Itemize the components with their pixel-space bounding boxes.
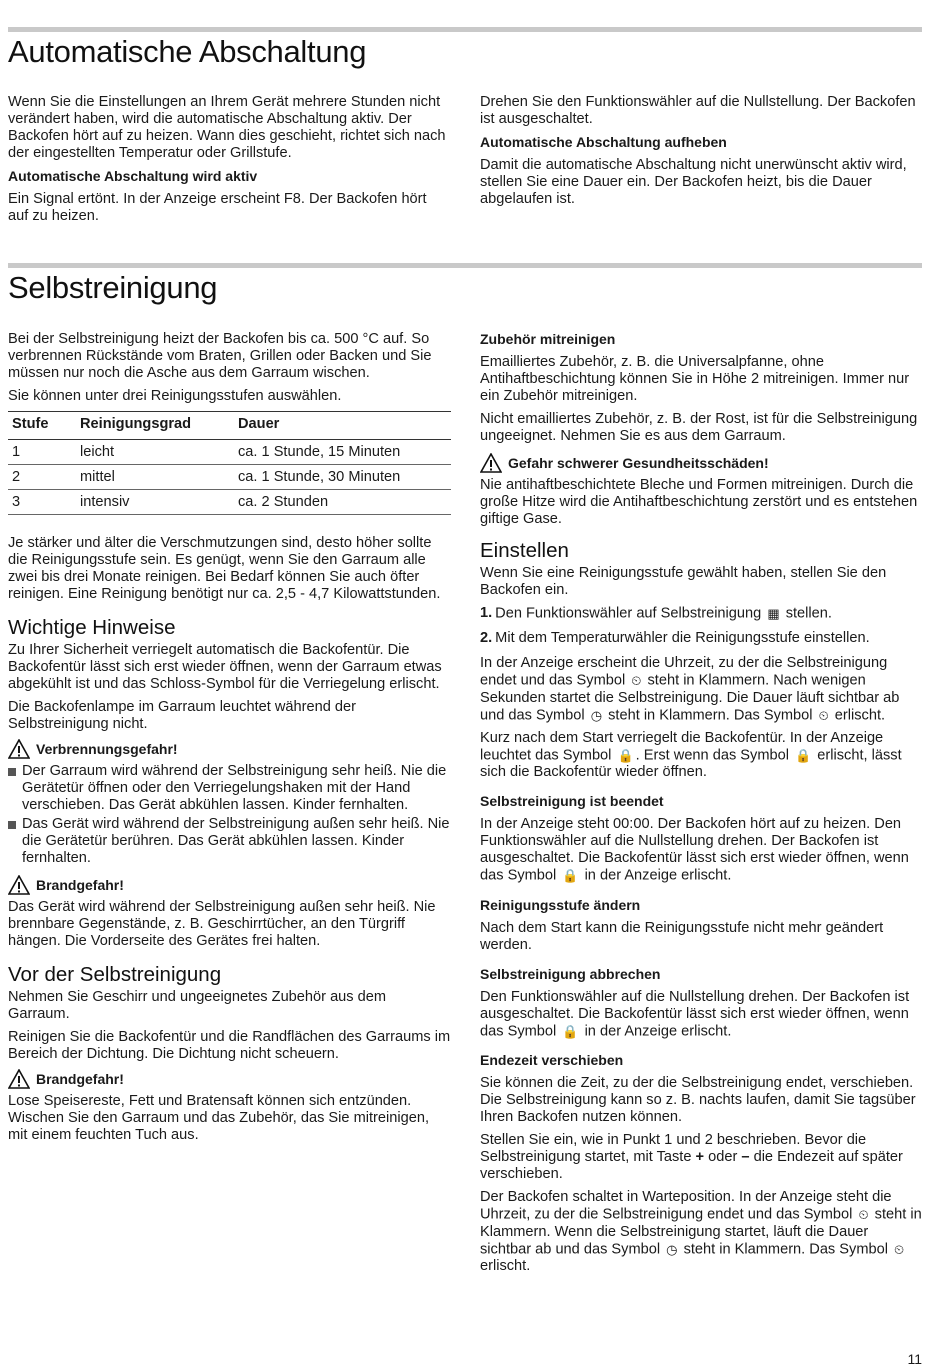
section-title-selbstreinigung: Selbstreinigung bbox=[8, 270, 218, 305]
clock-icon: ⏲ bbox=[858, 1207, 869, 1223]
text-part: steht in Klammern. Das Symbol bbox=[608, 707, 813, 724]
paragraph: Sie können unter drei Reinigungsstufen auswählen. bbox=[8, 388, 342, 404]
paragraph: Wenn Sie die Einstellungen an Ihrem Gerät mehrere Stunden nicht verändert haben, wird die automatische Abschaltung aktiv. Der Backofen hört auf zu heizen. Wann dies geschieht, richtet sich nach der eingestellten Temperatur oder Grillstufe. bbox=[8, 94, 446, 161]
step-number: 1. bbox=[480, 605, 493, 621]
table-cell: 1 bbox=[8, 440, 76, 465]
list-item bbox=[8, 816, 451, 867]
clock-icon: ⏲ bbox=[631, 673, 642, 689]
cleaning-levels-table bbox=[8, 411, 451, 515]
warning-fire bbox=[8, 875, 451, 895]
selfclean-icon: ▦ bbox=[767, 606, 780, 621]
text-part: in der Anzeige erlischt. bbox=[584, 1023, 732, 1040]
paragraph: Drehen Sie den Funktionswähler auf die Nullstellung. Der Backofen ist ausgeschaltet. bbox=[480, 94, 916, 127]
table-header: Stufe bbox=[8, 412, 76, 440]
paragraph: Nie antihaftbeschichtete Bleche und Formen mitreinigen. Durch die große Hitze wird die Antihaftbeschichtung zerstört und es entstehen giftige Gase. bbox=[480, 477, 918, 527]
paragraph: Zu Ihrer Sicherheit verriegelt automatisch die Backofentür. Die Backofentür lässt sich erst wieder öffnen, wenn der Garraum etwas abgekühlt ist und das Schloss-Symbol für die Verriegelung erlischt. bbox=[8, 642, 442, 692]
table-cell: 3 bbox=[8, 490, 76, 515]
lock-icon: 🔒 bbox=[562, 1023, 579, 1039]
bullet-icon bbox=[8, 821, 16, 829]
warning-icon bbox=[8, 1069, 30, 1089]
step-text-part: stellen. bbox=[785, 605, 832, 622]
text-part: steht in Klammern. Wenn die Selbstreinigung startet, läuft die Dauer sichtbar ab und das Symbol bbox=[480, 1206, 922, 1257]
table-header: Dauer bbox=[234, 412, 451, 440]
paragraph: Nicht emailliertes Zubehör, z. B. der Rost, ist für die Selbstreinigung ungeeignet. Nehmen Sie es aus dem Garraum. bbox=[480, 411, 918, 444]
paragraph: Ein Signal ertönt. In der Anzeige erscheint F8. Der Backofen hört auf zu heizen. bbox=[8, 191, 427, 224]
clock-icon: ⏲ bbox=[818, 707, 829, 723]
warning-title: Verbrennungsgefahr! bbox=[36, 740, 178, 757]
step-text: Mit dem Temperaturwähler die Reinigungsstufe einstellen. bbox=[495, 630, 870, 647]
subheading: Zubehör mitreinigen bbox=[480, 331, 616, 347]
lock-icon: 🔒 bbox=[562, 868, 579, 884]
text-part: steht in Klammern. Nach wenigen Sekunden startet die Selbstreinigung. Die Dauer läuft sichtbar ab und das Symbol bbox=[480, 672, 900, 724]
abschaltung-right-column bbox=[480, 94, 922, 214]
bullet-icon bbox=[8, 768, 16, 776]
step-text-part: Den Funktionswähler auf Selbstreinigung bbox=[495, 605, 762, 622]
list-item bbox=[8, 763, 451, 814]
selbstreinigung-right-column bbox=[480, 331, 922, 1281]
table-cell: intensiv bbox=[76, 490, 234, 515]
paragraph: Die Backofenlampe im Garraum leuchtet während der Selbstreinigung nicht. bbox=[8, 699, 356, 732]
table-cell: ca. 2 Stunden bbox=[234, 490, 451, 515]
text-part: oder bbox=[708, 1149, 738, 1166]
plus-key-icon: + bbox=[695, 1149, 705, 1166]
subheading: Automatische Abschaltung aufheben bbox=[480, 134, 727, 150]
table-cell: 2 bbox=[8, 465, 76, 490]
page-number: 11 bbox=[907, 1351, 922, 1367]
step-2 bbox=[480, 630, 922, 647]
heading-wichtige-hinweise: Wichtige Hinweise bbox=[8, 616, 176, 639]
paragraph: Sie können die Zeit, zu der die Selbstreinigung endet, verschieben. Die Selbstreinigung kann so z. B. nachts laufen, damit Sie tagsüber Ihren Backofen nutzen können. bbox=[480, 1075, 916, 1126]
table-cell: leicht bbox=[76, 440, 234, 465]
paragraph: Reinigen Sie die Backofentür und die Randflächen des Garraums im Bereich der Dichtung. Die Dichtung nicht scheuern. bbox=[8, 1029, 451, 1062]
table-cell: ca. 1 Stunde, 15 Minuten bbox=[234, 440, 451, 465]
paragraph: Wenn Sie eine Reinigungsstufe gewählt haben, stellen Sie den Backofen ein. bbox=[480, 565, 887, 598]
warning-icon bbox=[480, 453, 502, 473]
text-part: steht in Klammern. Das Symbol bbox=[683, 1240, 888, 1257]
warning-title: Gefahr schwerer Gesundheitsschäden! bbox=[508, 454, 769, 471]
warning-health bbox=[480, 453, 922, 473]
warning-icon bbox=[8, 875, 30, 895]
subheading: Automatische Abschaltung wird aktiv bbox=[8, 168, 258, 184]
paragraph bbox=[480, 1189, 922, 1275]
heading-einstellen: Einstellen bbox=[480, 539, 569, 562]
text-part: die Endezeit auf später verschieben. bbox=[480, 1149, 903, 1183]
subheading: Selbstreinigung ist beendet bbox=[480, 793, 664, 810]
paragraph: Das Gerät wird während der Selbstreinigung außen sehr heiß. Nie brennbare Gegenstände, z. B. Geschirrtücher, an den Türgriff hängen. Die Vorderseite des Gerätes frei halten. bbox=[8, 899, 436, 949]
table-row bbox=[8, 465, 451, 490]
duration-icon: ◷ bbox=[666, 1241, 678, 1257]
section-title-abschaltung: Automatische Abschaltung bbox=[8, 34, 367, 69]
table-row bbox=[8, 490, 451, 515]
section-rule bbox=[8, 27, 922, 32]
table-cell: ca. 1 Stunde, 30 Minuten bbox=[234, 465, 451, 490]
table-row bbox=[8, 440, 451, 465]
text-part: . Erst wenn das Symbol bbox=[635, 747, 789, 764]
text-part: in der Anzeige erlischt. bbox=[584, 867, 732, 884]
text-part: In der Anzeige steht 00:00. Der Backofen hört auf zu heizen. Den Funktionswähler auf die Nullstellung drehen. Der Backofen ist ausgeschaltet. Die Backofentür lässt sich erst wieder öffnen, wenn das Symbol bbox=[480, 816, 909, 884]
text-part: Kurz nach dem Start verriegelt die Backofentür. In der Anzeige leuchtet das Symbol bbox=[480, 730, 884, 764]
text-part: Stellen Sie ein, wie in Punkt 1 und 2 beschrieben. Bevor die Selbstreinigung startet, mit Taste bbox=[480, 1132, 867, 1166]
text-part: Den Funktionswähler auf die Nullstellung drehen. Der Backofen ist ausgeschaltet. Die Backofentür lässt sich erst wieder öffnen, wenn das Symbol bbox=[480, 988, 910, 1040]
text-part: erlischt, lässt sich die Backofentür wieder öffnen. bbox=[480, 747, 902, 781]
paragraph: Emailliertes Zubehör, z. B. die Universalpfanne, ohne Antihaftbeschichtung können Sie in Höhe 2 mitreinigen. Immer nur ein Zubehör mitreinigen. bbox=[480, 354, 910, 404]
paragraph: Nach dem Start kann die Reinigungsstufe nicht mehr geändert werden. bbox=[480, 919, 884, 953]
clock-icon: ⏲ bbox=[894, 1241, 905, 1257]
text-part: In der Anzeige erscheint die Uhrzeit, zu der die Selbstreinigung endet und das Symbol bbox=[480, 655, 888, 689]
subheading: Endezeit verschieben bbox=[480, 1052, 624, 1069]
list-item-text: Der Garraum wird während der Selbstreinigung sehr heiß. Nie die Gerätetür öffnen oder den Verriegelungshaken mit der Hand verschieben. Das Gerät abkühlen lassen. Kinder fernhalten. bbox=[22, 763, 447, 813]
text-part: erlischt. bbox=[480, 1257, 531, 1274]
paragraph: Bei der Selbstreinigung heizt der Backofen bis ca. 500 °C auf. So verbrennen Rückstände vom Braten, Grillen oder Backen und Sie müssen nur noch die Asche aus dem Garraum wischen. bbox=[8, 331, 432, 381]
selbstreinigung-left-column bbox=[8, 331, 451, 1150]
paragraph: Nehmen Sie Geschirr und ungeeignetes Zubehör aus dem Garraum. bbox=[8, 989, 387, 1022]
table-header-row bbox=[8, 412, 451, 440]
paragraph bbox=[480, 816, 922, 884]
step-1 bbox=[480, 605, 922, 622]
warning-fire-2 bbox=[8, 1069, 451, 1089]
heading-vor-der-selbstreinigung: Vor der Selbstreinigung bbox=[8, 963, 222, 986]
text-part: Der Backofen schaltet in Warteposition. In der Anzeige steht die Uhrzeit, zu der die Selbstreinigung endet und das Symbol bbox=[480, 1189, 892, 1223]
step-text bbox=[495, 605, 832, 622]
paragraph bbox=[480, 1132, 922, 1183]
warning-title: Brandgefahr! bbox=[36, 876, 124, 893]
section-rule bbox=[8, 263, 922, 268]
list-item-text: Das Gerät wird während der Selbstreinigung außen sehr heiß. Nie die Gerätetür berühren. Das Gerät abkühlen lassen. Kinder fernhalten. bbox=[22, 816, 450, 866]
paragraph bbox=[480, 730, 922, 781]
paragraph: Lose Speisereste, Fett und Bratensaft können sich entzünden. Wischen Sie den Garraum und das Zubehör, das Sie mitreinigen, mit einem feuchten Tuch aus. bbox=[8, 1093, 430, 1143]
warning-icon bbox=[8, 739, 30, 759]
warning-title: Brandgefahr! bbox=[36, 1070, 124, 1087]
table-cell: mittel bbox=[76, 465, 234, 490]
lock-icon: 🔒 bbox=[617, 748, 634, 764]
warning-burn bbox=[8, 739, 451, 759]
minus-key-icon: – bbox=[741, 1149, 750, 1166]
paragraph: Je stärker und älter die Verschmutzungen sind, desto höher sollte die Reinigungsstufe sein. Es genügt, wenn Sie den Garraum alle zwei bis drei Monate reinigen. Bei Bedarf können Sie auch öfter reinigen. Eine Reinigung benötigt nur ca. 2,5 - 4,7 Kilowattstunden. bbox=[8, 535, 441, 602]
lock-icon: 🔒 bbox=[795, 748, 812, 764]
text-part: erlischt. bbox=[834, 707, 886, 724]
subheading: Reinigungsstufe ändern bbox=[480, 896, 641, 913]
duration-icon: ◷ bbox=[590, 707, 603, 723]
step-number: 2. bbox=[480, 630, 493, 647]
subheading: Selbstreinigung abbrechen bbox=[480, 965, 661, 982]
paragraph bbox=[480, 655, 922, 724]
paragraph: Damit die automatische Abschaltung nicht unerwünscht aktiv wird, stellen Sie eine Dauer ein. Der Backofen heizt, bis die Dauer abgelaufen ist. bbox=[480, 157, 907, 207]
abschaltung-left-column bbox=[8, 94, 448, 231]
table-header: Reinigungsgrad bbox=[76, 412, 234, 440]
paragraph bbox=[480, 989, 922, 1040]
